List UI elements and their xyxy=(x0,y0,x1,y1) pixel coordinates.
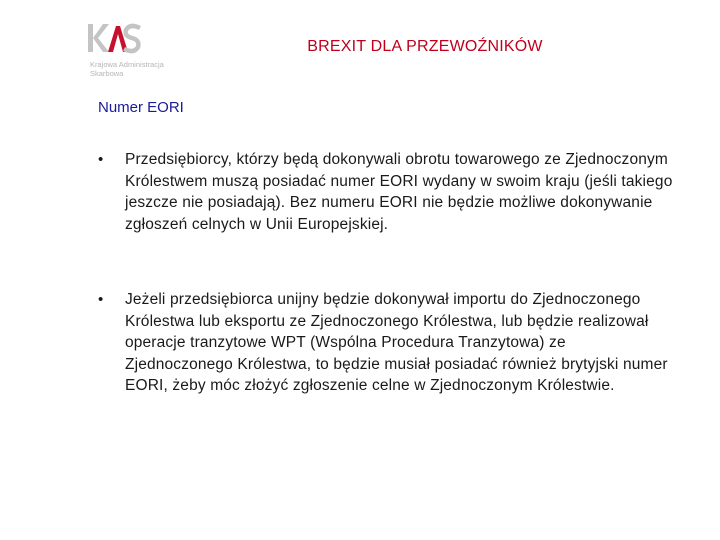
bullet-text: Jeżeli przedsiębiorca unijny będzie dokonywał importu do Zjednoczonego Królestwa lub eksportu ze Zjednoczonego Królestwa, lub będzie realizował operacje tranzytowe WPT (Wspólna Procedura Tranzytowa) ze Zjednoczonego Królestwa, to będzie musiał posiadać również brytyjski numer EORI, żeby móc złożyć zgłoszenie celne w Zjednoczonym Królestwie. xyxy=(125,291,668,394)
slide-subtitle: Numer EORI xyxy=(98,99,184,116)
bullet-text: Przedsiębiorcy, którzy będą dokonywali obrotu towarowego ze Zjednoczonym Królestwem muszą posiadać numer EORI wydany w swoim kraju (jeśli takiego jeszcze nie posiadają). Bez numeru EORI nie będzie możliwe dokonywanie zgłoszeń celnych w Unii Europejskiej. xyxy=(125,151,673,233)
bullet-marker: • xyxy=(98,291,104,308)
logo-text-line2: Skarbowa xyxy=(90,69,124,78)
kas-logo xyxy=(86,20,226,82)
bullet-marker: • xyxy=(98,151,104,168)
kas-logo-icon xyxy=(86,20,142,56)
slide-title: BREXIT DLA PRZEWOŹNIKÓW xyxy=(307,38,543,55)
logo-text-line1: Krajowa Administracja xyxy=(90,60,164,69)
